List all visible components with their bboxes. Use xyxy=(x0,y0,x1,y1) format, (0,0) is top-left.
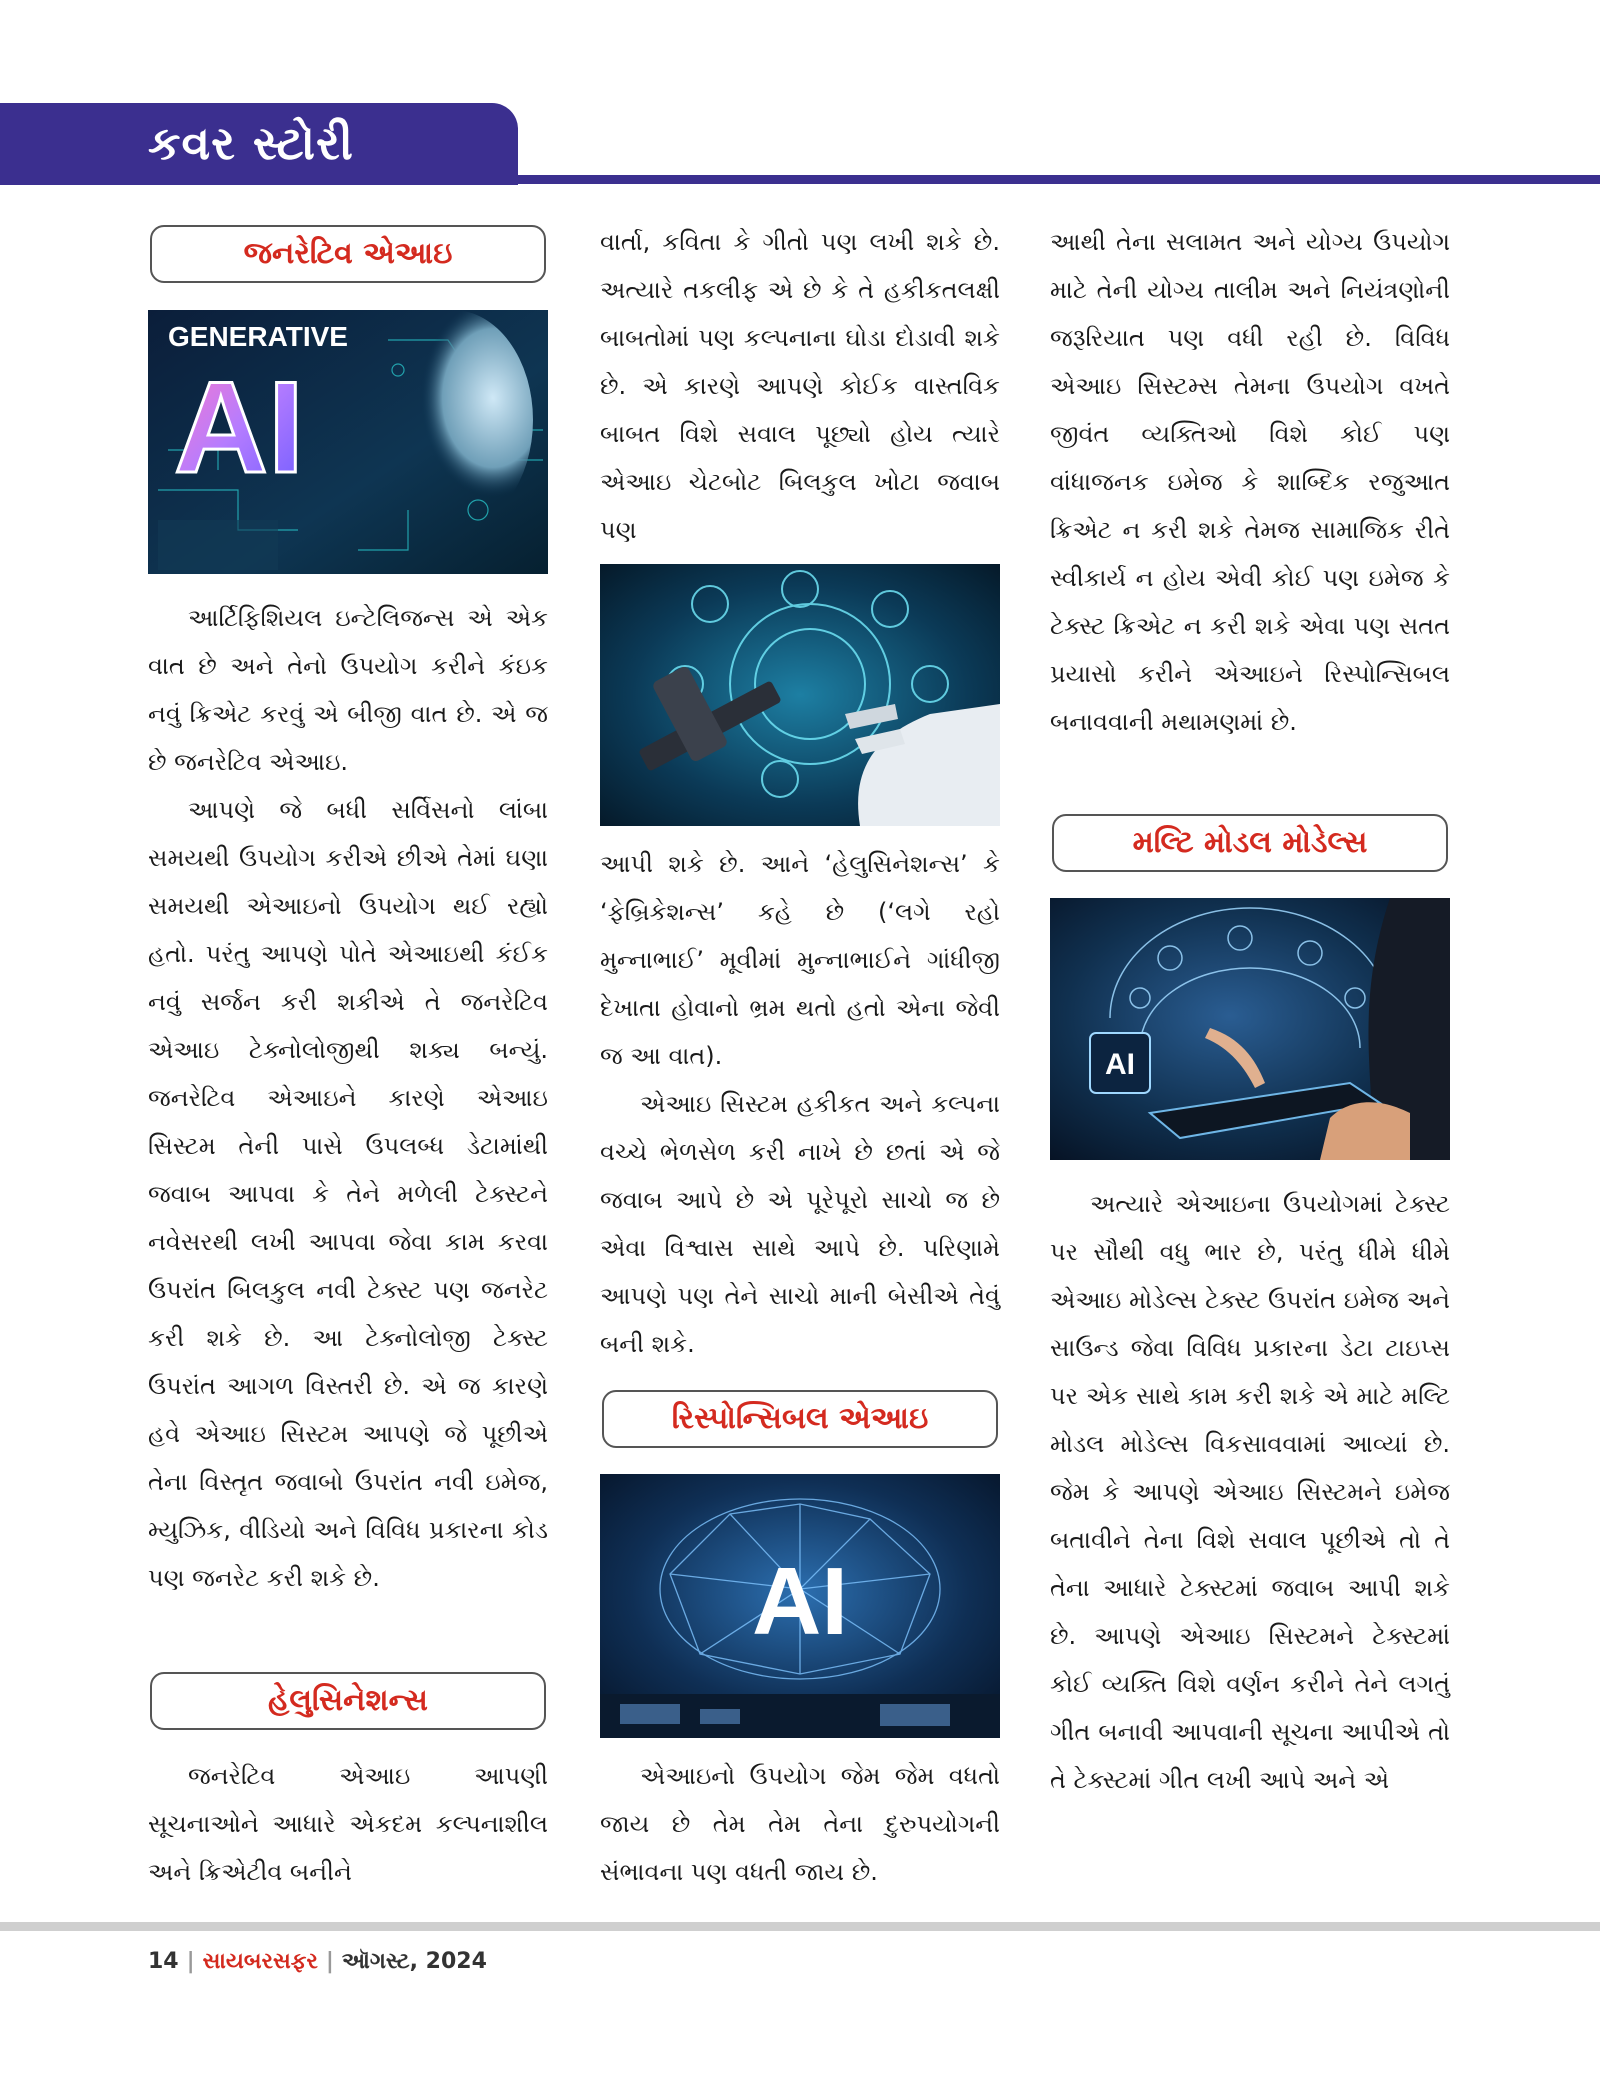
col2-text-top xyxy=(600,218,1000,554)
tablet-ai-image-label: AI xyxy=(1105,1048,1135,1081)
paragraph: વાર્તા, કવિતા કે ગીતો પણ લખી શકે છે. અત્યારે તકલીફ એ છે કે તે હકીકતલક્ષી બાબતોમાં પણ કલ્પનાના ઘોડા દોડાવી શકે છે. એ કારણે આપણે કોઈક વાસ્તવિક બાબત વિશે સવાલ પૂછ્યો હોય ત્યારે એઆઇ ચેટબોટ બિલકુલ ખોટા જવાબ પણ xyxy=(600,228,1000,544)
paragraph: આર્ટિફિશિયલ ઇન્ટેલિજન્સ એ એક વાત છે અને તેનો ઉપયોગ કરીને કંઇક નવું ક્રિએટ કરવું એ બીજી વાત છે. એ જ છે જનરેટિવ એઆઇ. xyxy=(148,604,548,776)
col2-text-middle xyxy=(600,840,1000,1368)
ai-brain-image xyxy=(600,1474,1000,1738)
heading-generative-ai: જનરેટિવ એઆઇ xyxy=(150,225,546,283)
page-number: 14 xyxy=(148,1949,179,1974)
issue-date: ઑગસ્ટ, 2024 xyxy=(341,1949,487,1974)
paragraph: આપણે જે બધી સર્વિસનો લાંબા સમયથી ઉપયોગ કરીએ છીએ તેમાં ઘણા સમયથી એઆઇનો ઉપયોગ થઈ રહ્યો હતો. પરંતુ આપણે પોતે એઆઇથી કંઈક નવું સર્જન કરી શકીએ તે જનરેટિવ એઆઇ ટેક્નોલોજીથી શક્ય બન્યું. જનરેટિવ એઆઇને કારણે એઆઇ સિસ્ટમ તેની પાસે ઉપલબ્ધ ડેટામાંથી જવાબ આપવા કે તેને મળેલી ટેક્સ્ટને નવેસરથી લખી આપવા જેવા કામ કરવા ઉપરાંત બિલકુલ નવી ટેક્સ્ટ પણ જનરેટ કરી શકે છે. આ ટેક્નોલોજી ટેક્સ્ટ ઉપરાંત આગળ વિસ્તરી છે. એ જ કારણે હવે એઆઇ સિસ્ટમ આપણે જે પૂછીએ તેના વિસ્તૃત જવાબો ઉપરાંત નવી ઇમેજ, મ્યુઝિક, વીડિયો અને વિવિધ પ્રકારના કોડ પણ જનરેટ કરી શકે છે. xyxy=(148,796,548,1592)
col3-text-bottom xyxy=(1050,1180,1450,1804)
page-footer: 14 | સાયબરસફર | ઑગસ્ટ, 2024 xyxy=(148,1949,487,1974)
paragraph: એઆઇનો ઉપયોગ જેમ જેમ વધતો જાય છે તેમ તેમ તેના દુરુપયોગની સંભાવના પણ વધતી જાય છે. xyxy=(600,1762,1000,1886)
heading-multimodal-models: મલ્ટિ મોડલ મોડેલ્સ xyxy=(1052,814,1448,872)
robot-gavel-image xyxy=(600,564,1000,826)
footer-rule xyxy=(0,1922,1600,1931)
col1-text-hallucinations xyxy=(148,1752,548,1896)
col1-text-intro xyxy=(148,594,548,1602)
paragraph: એઆઇ સિસ્ટમ હકીકત અને કલ્પના વચ્ચે ભેળસેળ કરી નાખે છે છતાં એ જે જવાબ આપે છે એ પૂરેપૂરો સાચો જ છે એવા વિશ્વાસ સાથે આપે છે. પરિણામે આપણે પણ તેને સાચો માની બેસીએ તેવું બની શકે. xyxy=(600,1090,1000,1358)
heading-responsible-ai: રિસ્પોન્સિબલ એઆઇ xyxy=(602,1390,998,1448)
header-rule xyxy=(0,175,1600,184)
magazine-name: સાયબરસફર xyxy=(202,1949,318,1974)
paragraph: આપી શકે છે. આને ‘હેલુસિનેશન્સ’ કે ‘ફેબ્રિકેશન્સ’ કહે છે (‘લગે રહો મુન્નાભાઈ’ મૂવીમાં મુન્નાભાઈને ગાંધીજી દેખાતા હોવાનો ભ્રમ થતો હતો એના જેવી જ આ વાત). xyxy=(600,850,1000,1070)
heading-hallucinations: હેલુસિનેશન્સ xyxy=(150,1672,546,1730)
section-title: કવર સ્ટોરી xyxy=(148,116,354,170)
generative-ai-image-label: GENERATIVE xyxy=(168,321,348,352)
generative-ai-image-big-label: AI xyxy=(174,354,304,500)
ai-brain-image-label: AI xyxy=(752,1548,848,1655)
generative-ai-image xyxy=(148,310,548,574)
paragraph: આથી તેના સલામત અને યોગ્ય ઉપયોગ માટે તેની યોગ્ય તાલીમ અને નિયંત્રણોની જરૂરિયાત પણ વધી રહી છે. વિવિધ એઆઇ સિસ્ટમ્સ તેમના ઉપયોગ વખતે જીવંત વ્યક્તિઓ વિશે કોઈ પણ વાંધાજનક ઇમેજ કે શાબ્દિક રજુઆત ક્રિએટ ન કરી શકે તેમજ સામાજિક રીતે સ્વીકાર્ય ન હોય એવી કોઈ પણ ઇમેજ કે ટેક્સ્ટ ક્રિએટ ન કરી શકે એવા પણ સતત પ્રયાસો કરીને એઆઇને રિસ્પોન્સિબલ બનાવવાની મથામણમાં છે. xyxy=(1050,228,1450,736)
tablet-ai-image xyxy=(1050,898,1450,1160)
col2-text-bottom xyxy=(600,1752,1000,1896)
col3-text-top xyxy=(1050,218,1450,746)
paragraph: જનરેટિવ એઆઇ આપણી સૂચનાઓને આધારે એકદમ કલ્પનાશીલ અને ક્રિએટીવ બનીને xyxy=(148,1762,548,1886)
paragraph: અત્યારે એઆઇના ઉપયોગમાં ટેક્સ્ટ પર સૌથી વધુ ભાર છે, પરંતુ ધીમે ધીમે એઆઇ મોડેલ્સ ટેક્સ્ટ ઉપરાંત ઇમેજ અને સાઉન્ડ જેવા વિવિધ પ્રકારના ડેટા ટાઇપ્સ પર એક સાથે કામ કરી શકે એ માટે મલ્ટિ મોડલ મોડેલ્સ વિકસાવવામાં આવ્યાં છે. જેમ કે આપણે એઆઇ સિસ્ટમને ઇમેજ બતાવીને તેના વિશે સવાલ પૂછીએ તો તે તેના આધારે ટેક્સ્ટમાં જવાબ આપી શકે છે. આપણે એઆઇ સિસ્ટમને ટેક્સ્ટમાં કોઈ વ્યક્તિ વિશે વર્ણન કરીને તેને લગતું ગીત બનાવી આપવાની સૂચના આપીએ તો તે ટેક્સ્ટમાં ગીત લખી આપે અને એ xyxy=(1050,1190,1450,1794)
